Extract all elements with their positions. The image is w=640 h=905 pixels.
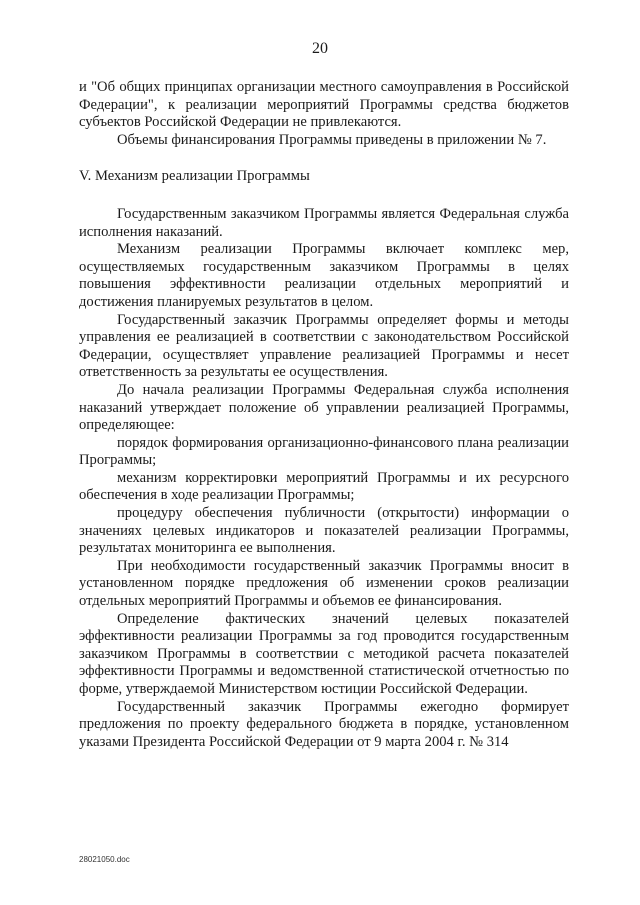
list-item: процедуру обеспечения публичности (открытости) информации о значениях целевых индикаторов и показателей реализации Программы, результатах мониторинга ее выполнения. [79,505,569,557]
paragraph: и "Об общих принципах организации местного самоуправления в Российской Федерации", к реализации мероприятий Программы средства бюджетов субъектов Российской Федерации не привлекаются. [79,79,569,131]
paragraph: При необходимости государственный заказчик Программы вносит в установленном порядке предложения об изменении сроков реализации отдельных мероприятий Программы и объемов ее финансирования. [79,557,569,610]
paragraph: Определение фактических значений целевых показателей эффективности реализации Программы за год проводится государственным заказчиком Программы в соответствии с методикой расчета показателей эффективности Программы и ведомственной статистической отчетностью по форме, утверждаемой Министерством юстиции Российской Федерации. [79,610,569,697]
page-number: 20 [312,40,328,57]
paragraph: Объемы финансирования Программы приведены в приложении № 7. [117,131,547,148]
section-heading: V. Механизм реализации Программы [79,168,310,185]
paragraph: До начала реализации Программы Федеральная служба исполнения наказаний утверждает положение об управлении реализацией Программы, определяющее: [79,381,569,434]
paragraph: Государственный заказчик Программы определяет формы и методы управления ее реализацией в соответствии с законодательством Российской Федерации, осуществляет управление реализацией Программы и несет ответственность за результаты ее осуществления. [79,311,569,381]
paragraph: Государственный заказчик Программы ежегодно формирует предложения по проекту федерального бюджета в порядке, установленном указами Президента Российской Федерации от 9 марта 2004 г. № 314 [79,698,569,750]
footer-filename: 28021050.doc [79,855,130,864]
paragraph: Государственным заказчиком Программы является Федеральная служба исполнения наказаний. [79,205,569,240]
list-item: механизм корректировки мероприятий Программы и их ресурсного обеспечения в ходе реализации Программы; [79,469,569,504]
list-item: порядок формирования организационно-финансового плана реализации Программы; [79,434,569,469]
document-body [79,79,569,751]
paragraph: Механизм реализации Программы включает комплекс мер, осуществляемых государственным заказчиком Программы в целях повышения эффективности реализации отдельных мероприятий и достижения планируемых результатов в целом. [79,241,569,310]
